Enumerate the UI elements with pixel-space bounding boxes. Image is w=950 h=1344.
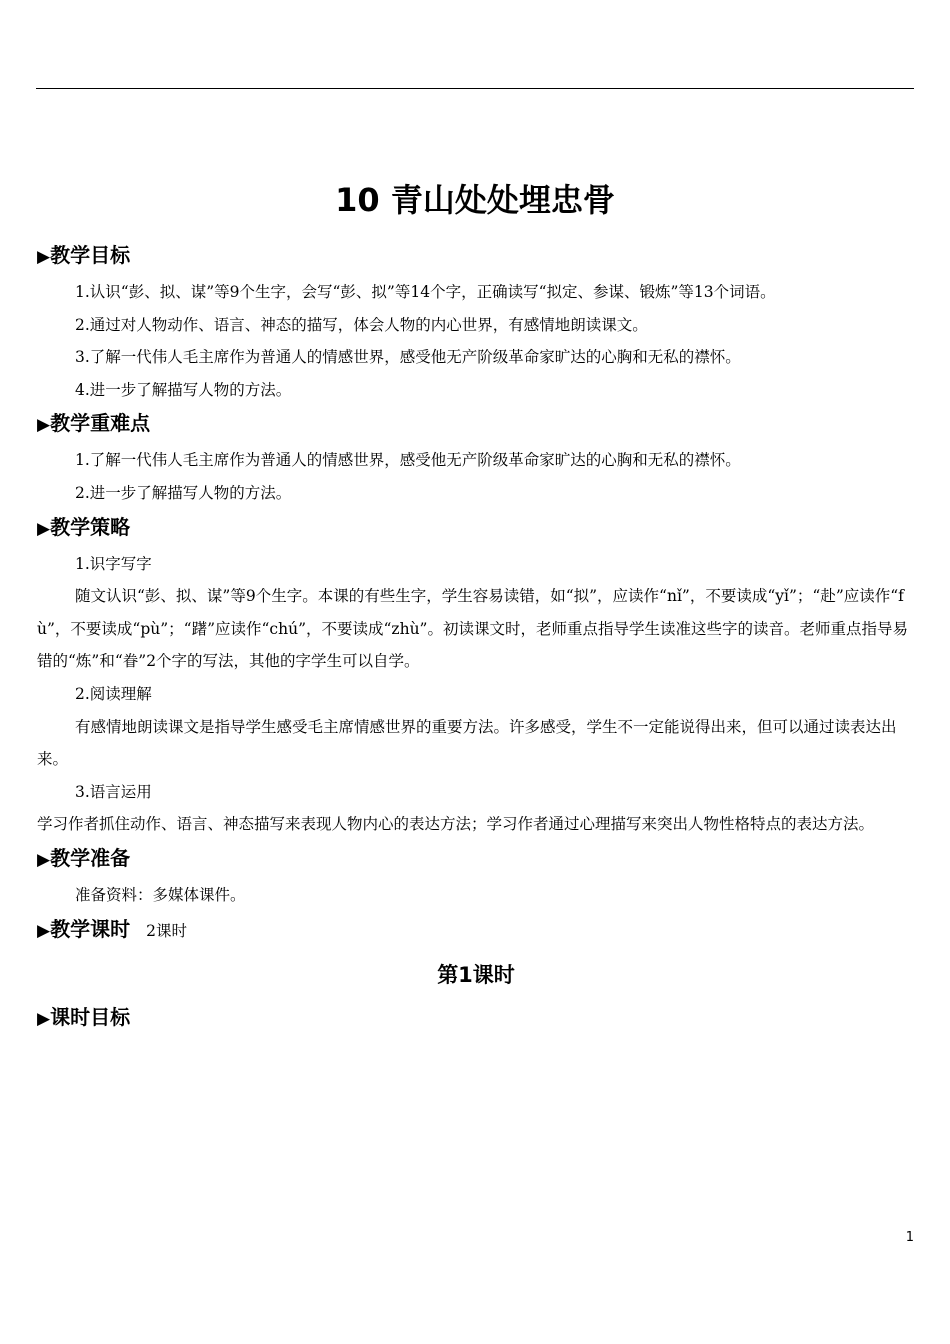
- goal-item: 2.通过对人物动作、语言、神态的描写，体会人物的内心世界，有感情地朗读课文。: [75, 315, 648, 334]
- strategy-subtitle-literacy: 1.识字写字: [75, 554, 152, 573]
- strategy-subtitle-reading: 2.阅读理解: [75, 684, 152, 703]
- document-title: 10 青山处处埋忠骨: [335, 181, 615, 219]
- section-title: 教学准备: [50, 845, 131, 870]
- triangle-marker-icon: ▶: [37, 1008, 51, 1029]
- preparation-text: 准备资料：多媒体课件。: [75, 885, 246, 904]
- triangle-marker-icon: ▶: [37, 518, 51, 539]
- triangle-marker-icon: ▶: [37, 849, 51, 870]
- hours-value: 2课时: [146, 921, 187, 940]
- section-title: 教学目标: [50, 243, 131, 267]
- header-rule: [36, 88, 914, 89]
- triangle-marker-icon: ▶: [37, 415, 51, 436]
- key-point-item: 2.进一步了解描写人物的方法。: [75, 483, 292, 502]
- section-heading-goals: [37, 238, 915, 272]
- section-heading-hours: [37, 912, 915, 946]
- document-body: [37, 238, 915, 1034]
- section-heading-strategy: [37, 510, 915, 544]
- page-number: 1: [905, 1230, 914, 1245]
- strategy-text-reading: 有感情地朗读课文是指导学生感受毛主席情感世界的重要方法。许多感受，学生不一定能说得出来，但可以通过读表达出来。: [37, 717, 897, 769]
- section-title: 教学策略: [50, 514, 131, 539]
- goal-item: 4.进一步了解描写人物的方法。: [75, 380, 292, 399]
- strategy-subtitle-language: 3.语言运用: [75, 782, 152, 801]
- goal-item: 1.认识“彭、拟、谋”等9个生字，会写“彭、拟”等14个字，正确读写“拟定、参谋、锻炼”等13个词语。: [75, 283, 776, 301]
- section-heading-key-points: [37, 406, 915, 440]
- strategy-text-literacy: 随文认识“彭、拟、谋”等9个生字。本课的有些生字，学生容易读错，如“拟”，应读作“nǐ”，不要读成“yǐ”；“赴”应读作“fù”，不要读成“pù”；“躇”应读作“chú”，不要读成“zhù”。初读课文时，老师重点指导学生读准这些字的读音。老师重点指导易错的“炼”和“眷”2个字的写法，其他的字学生可以自学。: [37, 587, 908, 671]
- section-title: 教学课时: [50, 916, 131, 941]
- triangle-marker-icon: ▶: [37, 247, 51, 267]
- triangle-marker-icon: ▶: [37, 920, 51, 941]
- lesson-1-title: 第1课时: [437, 962, 515, 987]
- strategy-text-language: 学习作者抓住动作、语言、神态描写来表现人物内心的表达方法；学习作者通过心理描写来突出人物性格特点的表达方法。: [37, 815, 875, 834]
- section-heading-preparation: [37, 841, 915, 875]
- section-title: 教学重难点: [50, 411, 151, 436]
- key-point-item: 1.了解一代伟人毛主席作为普通人的情感世界，感受他无产阶级革命家旷达的心胸和无私的襟怀。: [75, 451, 741, 470]
- section-title: 课时目标: [50, 1004, 131, 1029]
- section-heading-lesson-goals: [37, 1000, 915, 1034]
- goal-item: 3.了解一代伟人毛主席作为普通人的情感世界，感受他无产阶级革命家旷达的心胸和无私的襟怀。: [75, 348, 741, 367]
